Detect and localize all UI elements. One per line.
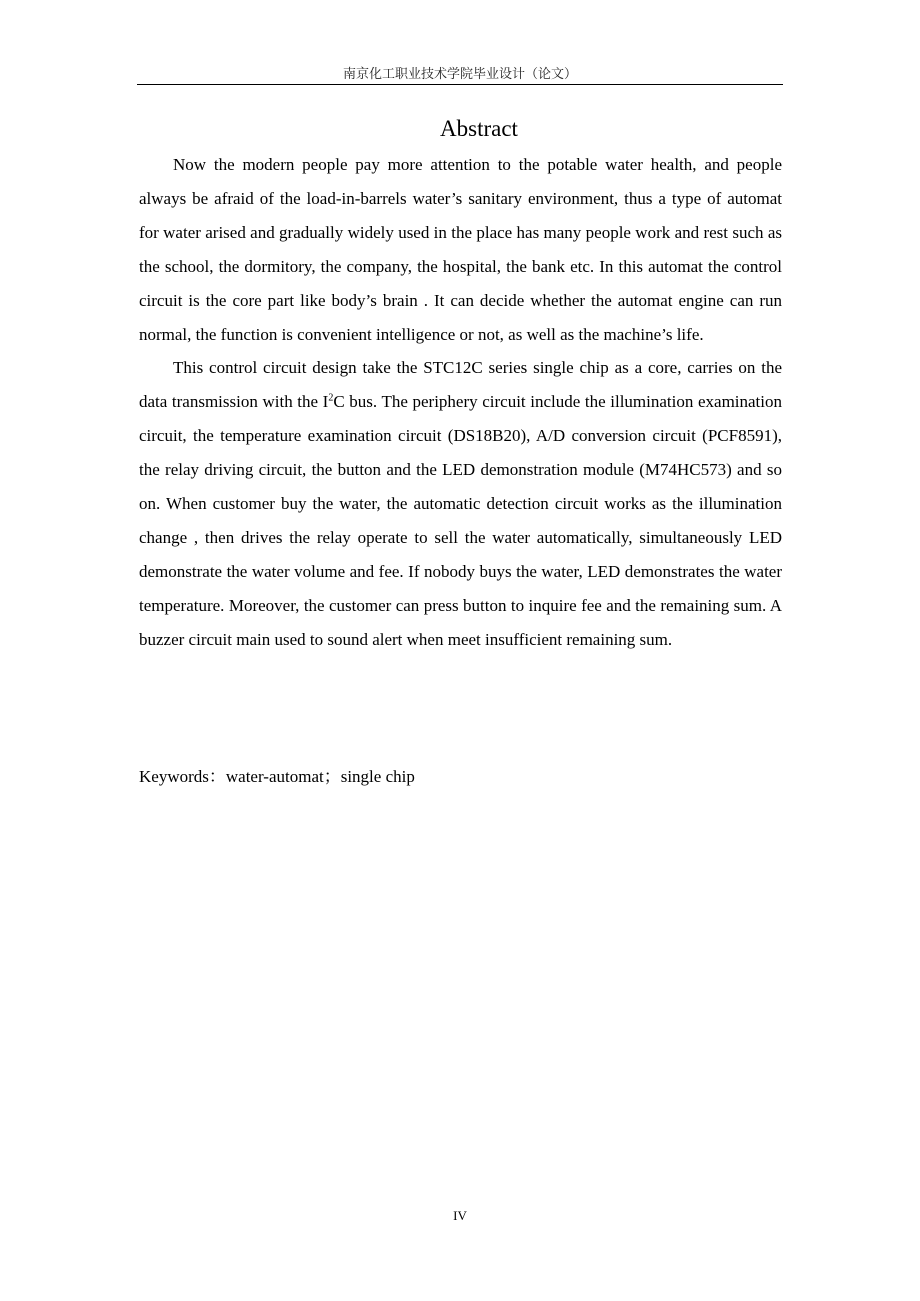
keywords-value: water-automat；single chip bbox=[225, 767, 415, 786]
paragraph-2-part-2: C bus. The periphery circuit include the illumination examination circuit, the temperature examination circuit (DS18B20), A/D conversion circuit (PCF8591), the relay driving circuit, the button and the LED demonstration module (M74HC573) and so on. When customer buy the water, the automatic detection circuit works as the illumination change , then drives the relay operate to sell the water automatically, simultaneously LED demonstrate the water volume and fee. If nobody buys the water, LED demonstrates the water temperature. Moreover, the customer can press button to inquire fee and the remaining sum. A buzzer circuit main used to sound alert when meet insufficient remaining sum. bbox=[139, 392, 783, 649]
paragraph-2-part-1: This control circuit design take the STC12C series single chip as a core, carries on the data transmission with the I bbox=[139, 358, 782, 412]
abstract-paragraph-2 bbox=[139, 351, 782, 656]
header-rule bbox=[137, 84, 783, 85]
superscript-2: 2 bbox=[328, 392, 334, 404]
abstract-paragraph-1: Now the modern people pay more attention to the potable water health, and people always be afraid of the load-in-barrels water’s sanitary environment, thus a type of automat for water arised and gradually widely used in the place has many people work and rest such as the school, the dormitory, the company, the hospital, the bank etc. In this automat the control circuit is the core part like body’s brain . It can decide whether the automat engine can run normal, the function is convenient intelligence or not, as well as the machine’s life. bbox=[139, 155, 782, 344]
page-title: Abstract bbox=[440, 116, 518, 141]
page-number: IV bbox=[453, 1208, 467, 1223]
page-header: 南京化工职业技术学院毕业设计（论文） bbox=[342, 66, 577, 81]
keywords-label: Keywords： bbox=[139, 767, 226, 786]
abstract-body bbox=[139, 148, 782, 657]
keywords-line bbox=[139, 760, 782, 793]
